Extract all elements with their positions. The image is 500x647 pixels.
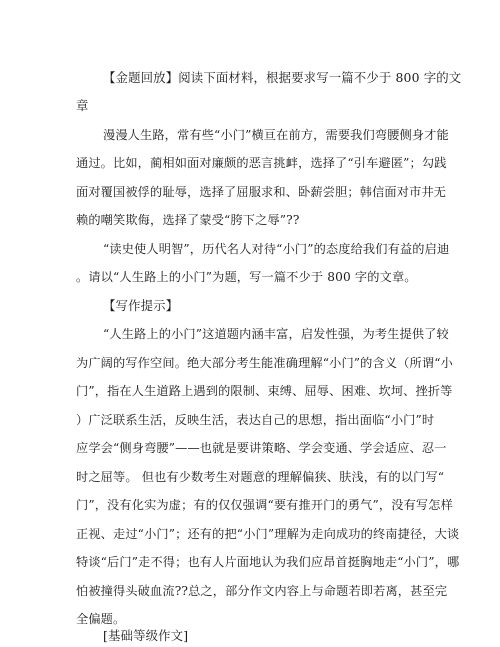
tips-line-9: 特谈“后门”走不得；也有人片面地认为我们应昂首挺胸地走“小门”，哪 xyxy=(76,555,460,569)
material-line-4: 赖的嘲笑欺侮，选择了蒙受“胯下之辱”?? xyxy=(76,213,300,227)
tips-line-5: 应学会“侧身弯腰”——也就是要讲策略、学会变通、学会适应、忍一 xyxy=(76,441,447,455)
tips-line-1: “人生路上的小门”这道题内涵丰富，启发性强，为考生提供了较 xyxy=(103,327,449,341)
section-heading: [基础等级作文] xyxy=(103,628,189,643)
material-line-6: 。请以“人生路上的小门”为题，写一篇不少于 800 字的文章。 xyxy=(76,270,417,284)
tips-line-7: 门”，没有化实为虚；有的仅仅强调“要有推开门的勇气”，没有写怎样 xyxy=(76,498,453,512)
material-line-3: 面对覆国被俘的耻辱，选择了屈服求和、卧薪尝胆；韩信面对市井无 xyxy=(76,185,447,199)
material-line-2: 通过。比如，蔺相如面对廉颇的恶言挑衅，选择了“引车避匿”；勾践 xyxy=(76,156,447,170)
tips-line-6: 时之屈等。 但也有少数考生对题意的理解偏狭、肤浅，有的以门写“ xyxy=(76,470,445,484)
tips-line-10: 怕被撞得头破血流??总之，部分作文内容上与命题若即若离，甚至完 xyxy=(76,584,448,598)
intro-line-1: 【金题回放】阅读下面材料，根据要求写一篇不少于 800 字的文 xyxy=(103,70,462,85)
tips-line-4: ）广泛联系生活，反映生活，表达自己的思想，指出面临“小门”时 xyxy=(76,413,435,427)
tips-line-3: 门”，指在人生道路上遇到的限制、束缚、屈辱、困难、坎坷、挫折等 xyxy=(76,384,453,398)
intro-line-2: 章 xyxy=(76,98,89,113)
tips-line-8: 正视、走过“小门”；还有的把“小门”理解为走向成功的终南捷径，大谈 xyxy=(76,527,460,541)
tips-heading: 【写作提示】 xyxy=(103,298,179,313)
material-line-5: “读史使人明智”，历代名人对待“小门”的态度给我们有益的启迪 xyxy=(103,242,450,256)
material-line-1: 漫漫人生路，常有些“小门”横亘在前方，需要我们弯腰侧身才能 xyxy=(103,128,449,142)
tips-line-11: 全偏题。 xyxy=(76,612,126,626)
tips-line-2: 为广阔的写作空间。绝大部分考生能准确理解“小门”的含义（所谓“小 xyxy=(76,356,453,370)
